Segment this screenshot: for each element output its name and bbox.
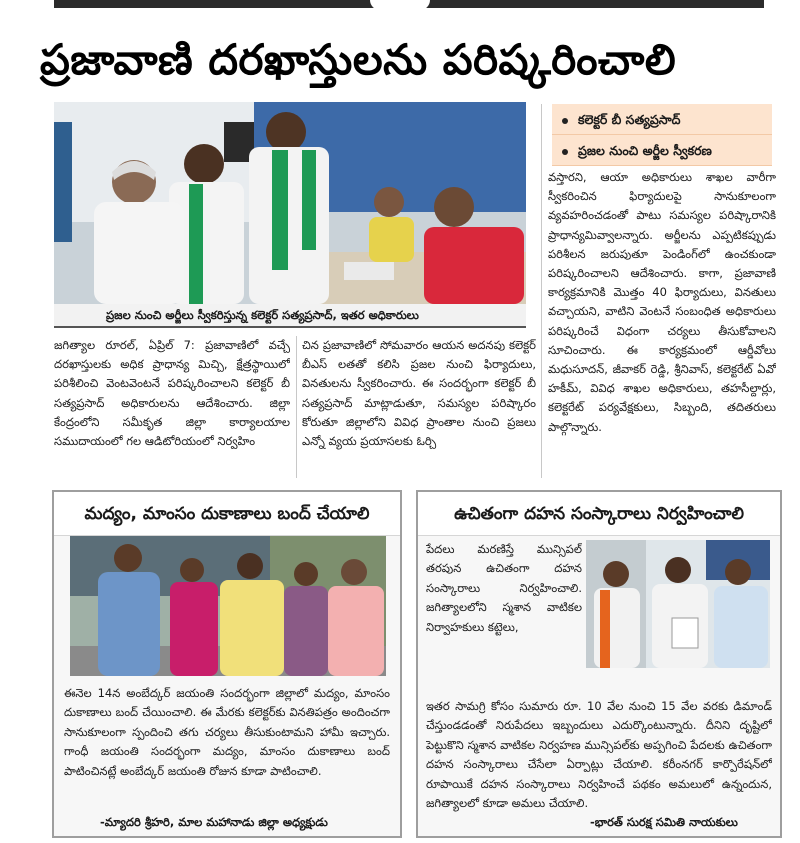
bullet-dot-icon	[562, 118, 568, 124]
bullet-dot-icon	[562, 149, 568, 155]
bullet-item: ప్రజల నుంచి అర్జీల స్వీకరణ	[552, 135, 772, 166]
right-box-body-top: పేదలు మరణిస్తే మున్సిపల్ తరపున ఉచితంగా దహన సంస్కారాలు నిర్వహించాలి. జగిత్యాలలోని స్మశాన వాటికల నిర్వాహకులు కట్టెలు,	[426, 542, 582, 634]
protest-group-photo	[70, 536, 386, 676]
bullet-item: కలెక్టర్ బీ సత్యప్రసాద్	[552, 104, 772, 135]
main-story-column-3: వస్తారని, ఆయా అధికారులు శాఖల వారీగా స్వీకరించిన ఫిర్యాదులపై సానుకూలంగా వ్యవహరించడంతో పాటు సమస్యల పరిష్కారానికి ప్రాధాన్యమివ్వాలన్నారు. అర్జీలను ఎప్పటికప్పుడు పరిశీలన జరుపుతూ పెండింగ్‌లో ఉంచకుండా పరిష్కరించాలని ఆదేశించారు. కాగా, ప్రజావాణి కార్యక్రమానికి మొత్తం 40 ఫిర్యాదులు, వినతులు వచ్చాయని, వాటిని వెంటనే సంబంధిత అధికారులు పరిష్కరించే విధంగా చర్యలు తీసుకోవాలని సూచించారు. ఈ కార్యక్రమంలో ఆర్డీవోలు మధుసూదన్, జీవాకర్ రెడ్డి, శ్రీనివాస్, కలెక్టరేట్ ఏవో హకీమ్, వివిధ శాఖల అధికారులు, తహసీల్దార్లు, కలెక్టరేట్ పర్యవేక్షకులు, సిబ్బంది, తదితరులు పాల్గొన్నారు.	[548, 170, 776, 434]
top-rule-notch	[370, 0, 430, 10]
column-divider	[541, 104, 542, 478]
main-story-column-1: జగిత్యాల రూరల్, ఏప్రిల్ 7: ప్రజావాణిలో వచ్చే దరఖాస్తులకు అధిక ప్రాధాన్య మిచ్చి, క్షేత్రస్థాయిలో పరిశీలించి వెంటవెంటనే పరిష్కరించాలని కలెక్టర్ బీ సత్యప్రసాద్ అధికారులను ఆదేశించారు. జిల్లా కేంద్రంలోని సమీకృత జిల్లా కార్యాలయాల సముదాయంలో గల ఆడిటోరియంలో నిర్వహిం	[54, 338, 290, 449]
box-heading: ఉచితంగా దహన సంస్కారాలు నిర్వహించాలి	[418, 492, 780, 536]
column-divider	[296, 336, 297, 478]
main-news-photo	[54, 102, 526, 304]
main-story-column-2: చిన ప్రజావాణిలో సోమవారం ఆయన అదనపు కలెక్టర్ బీఎస్ లతతో కలిసి ప్రజల నుంచి ఫిర్యాదులు, వినతులను స్వీకరించారు. ఈ సందర్భంగా కలెక్టర్ బీ సత్యప్రసాద్ మాట్లాడుతూ, సమస్యల పరిష్కారం కోరుతూ జిల్లాలోని వివిధ ప్రాంతాల నుంచి ప్రజలు ఎన్నో వ్యయ ప్రయాసలకు ఓర్చి	[302, 338, 536, 449]
right-box-signature: -భారత్ సురక్ష సమితి నాయకులు	[590, 815, 738, 829]
petition-group-photo	[586, 540, 770, 668]
left-box-body: ఈనెల 14న అంబేద్కర్ జయంతి సందర్భంగా జిల్లాలో మద్యం, మాంసం దుకాణాలు బంద్ చేయించాలి. ఈ మేరకు కలెక్టర్‌కు వినతిపత్రం అందించగా సానుకూలంగా స్పందించి తగు చర్యలు తీసుకుంటామని హామీ ఇచ్చారు. గాంధీ జయంతి సందర్భంగా మద్యం, మాంసం దుకాణాలు బంద్ పాటించినట్లే అంబేద్కర్ జయంతి రోజున కూడా పాటించాలి.	[64, 686, 390, 778]
page-headline: ప్రజావాణి దరఖాస్తులను పరిష్కరించాలి	[40, 35, 677, 84]
right-box-body-bottom: ఇతర సామగ్రి కోసం సుమారు రూ. 10 వేల నుంచి 15 వేల వరకు డిమాండ్ చేస్తుండడంతో నిరుపేదలు ఇబ్బందులు ఎదుర్కొంటున్నారు. దీనిని దృష్టిలో పెట్టుకొని స్మశాన వాటికల నిర్వహణ మున్సిపల్‌కు అప్పగించి పేదలకు ఉచితంగా దహన సంస్కారాలు చేసేలా ఏర్పాట్లు చేయాలి. కరీంనగర్ కార్పొరేషన్‌లో రూపాయికే దహన సంస్కారాలు నిర్వహించే పథకం అమలులో ఉన్నందున, జగిత్యాలలో కూడా అమలు చేయాలి.	[426, 699, 772, 811]
main-photo-caption: ప్రజల నుంచి అర్జీలు స్వీకరిస్తున్న కలెక్టర్ సత్యప్రసాద్, ఇతర అధికారులు	[54, 304, 526, 328]
left-box-signature: -మ్యాదరి శ్రీహరి, మాల మహానాడు జిల్లా అధ్యక్షుడు	[100, 815, 328, 829]
box-heading: మద్యం, మాంసం దుకాణాలు బంద్ చేయాలి	[54, 492, 400, 536]
highlight-bullets	[552, 104, 772, 166]
